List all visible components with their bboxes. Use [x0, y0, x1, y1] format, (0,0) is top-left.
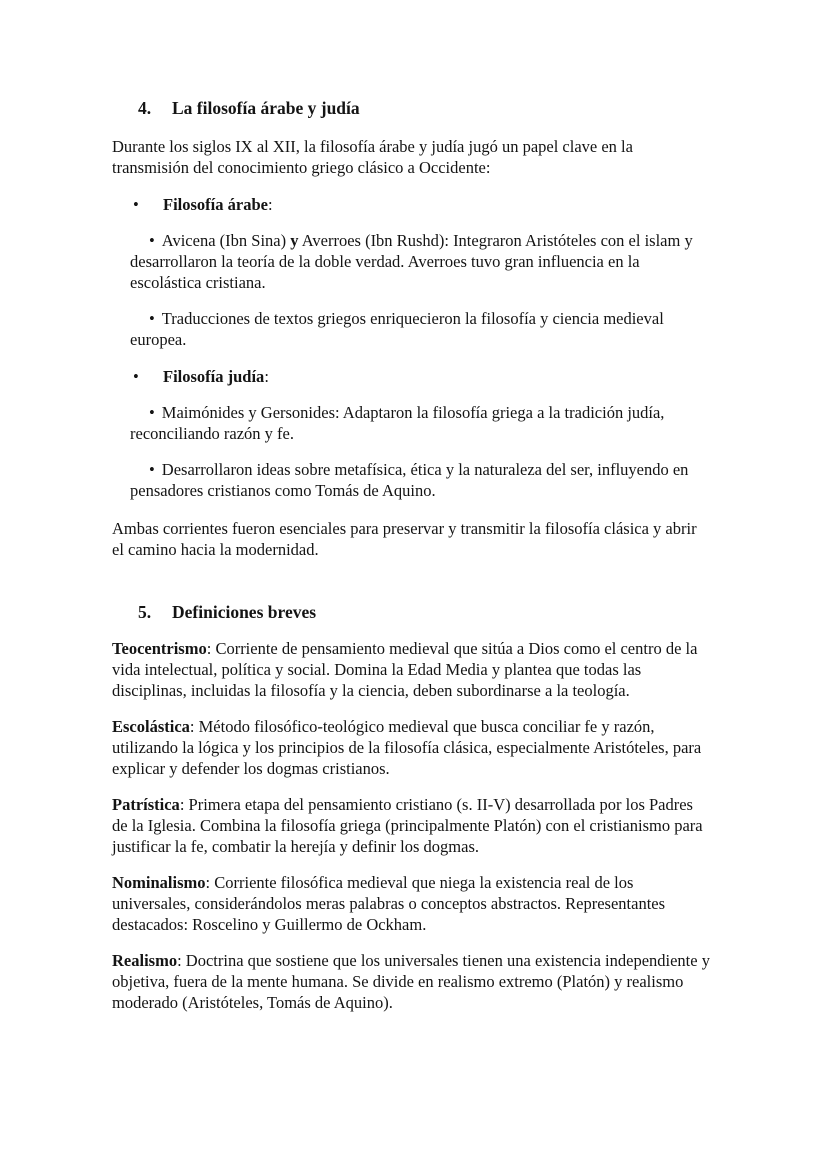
- section-5-title: Definiciones breves: [172, 602, 317, 622]
- definition-separator: :: [179, 795, 189, 814]
- definition-realismo: [112, 950, 712, 1013]
- bullet-filosofia-arabe: [112, 194, 712, 215]
- list-item-text-part1: Avicena (Ibn Sina): [161, 231, 291, 250]
- definition-term: Realismo: [112, 951, 178, 970]
- bullet-label: Filosofía árabe: [163, 195, 268, 214]
- definition-text: Corriente filosófica medieval que niega la existencia real de los universales, considerándolos meras palabras o conceptos abstractos. Representantes destacados: Roscelino y Guillermo de Ockham.: [112, 873, 666, 934]
- bullet-label: Filosofía judía: [163, 367, 265, 386]
- list-item-maimonides-gersonides: [130, 402, 712, 444]
- bullet-marker: •: [133, 195, 139, 214]
- list-item-text: Maimónides y Gersonides: Adaptaron la filosofía griega a la tradición judía, reconciliando razón y fe.: [130, 403, 665, 443]
- definition-nominalismo: [112, 872, 712, 935]
- bullet-label-colon: :: [264, 367, 269, 386]
- list-item-traducciones: [130, 308, 712, 350]
- bullet-marker: •: [149, 231, 155, 250]
- bullet-marker: •: [149, 403, 155, 422]
- bullet-label-colon: :: [267, 195, 273, 214]
- definition-separator: :: [177, 951, 186, 970]
- bullet-filosofia-judia: [112, 366, 712, 387]
- section-4-heading: [112, 97, 712, 119]
- section-5-number: 5.: [138, 602, 152, 622]
- definition-text: Método filosófico-teológico medieval que busca conciliar fe y razón, utilizando la lógica y los principios de la filosofía clásica, especialmente Aristóteles, para explicar y defender los dogmas cristianos.: [112, 717, 702, 778]
- section-arab-jewish-philosophy: [112, 97, 712, 560]
- definition-term: Escolástica: [112, 717, 190, 736]
- list-item-text: Desarrollaron ideas sobre metafísica, ética y la naturaleza del ser, influyendo en pensadores cristianos como Tomás de Aquino.: [130, 460, 689, 500]
- section-4-closing: Ambas corrientes fueron esenciales para preservar y transmitir la filosofía clásica y abrir el camino hacia la modernidad.: [112, 519, 697, 559]
- definition-teocentrismo: [112, 638, 712, 701]
- definition-patristica: [112, 794, 712, 857]
- section-4-intro: Durante los siglos IX al XII, la filosofía árabe y judía jugó un papel clave en la transmisión del conocimiento griego clásico a Occidente:: [112, 137, 633, 177]
- definition-separator: :: [205, 873, 215, 892]
- section-definitions: [112, 601, 712, 1013]
- bullet-marker: •: [149, 460, 155, 479]
- definition-text: Corriente de pensamiento medieval que sitúa a Dios como el centro de la vida intelectual, política y social. Domina la Edad Media y plantea que todas las disciplinas, incluidas la filosofía y la ciencia, deben subordinarse a la teología.: [112, 639, 698, 700]
- definition-text: Primera etapa del pensamiento cristiano (s. II-V) desarrollada por los Padres de la Iglesia. Combina la filosofía griega (principalmente Platón) con el cristianismo para justificar la fe, combatir la herejía y definir los dogmas.: [112, 795, 703, 856]
- list-item-text: Traducciones de textos griegos enriquecieron la filosofía y ciencia medieval europea.: [130, 309, 664, 349]
- bullet-marker: •: [133, 367, 139, 386]
- list-item-avicena-averroes: [130, 230, 712, 293]
- section-4-title: La filosofía árabe y judía: [172, 98, 360, 118]
- section-4-number: 4.: [138, 98, 152, 118]
- definition-term: Patrística: [112, 795, 180, 814]
- definition-term: Nominalismo: [112, 873, 206, 892]
- list-item-text-part2: Averroes (Ibn Rushd): Integraron Aristóteles con el islam y desarrollaron la teoría de la doble verdad. Averroes tuvo gran influencia en la escolástica cristiana.: [130, 231, 693, 292]
- definition-text: Doctrina que sostiene que los universales tienen una existencia independiente y objetiva, fuera de la mente humana. Se divide en realismo extremo (Platón) y realismo moderado (Aristóteles, Tomás de Aquino).: [112, 951, 710, 1012]
- bold-and-word: y: [290, 231, 299, 250]
- definition-separator: :: [189, 717, 199, 736]
- bullet-marker: •: [149, 309, 155, 328]
- list-item-metafisica-etica: [130, 459, 712, 501]
- definition-term: Teocentrismo: [112, 639, 207, 658]
- definition-separator: :: [206, 639, 216, 658]
- definition-escolastica: [112, 716, 712, 779]
- section-5-heading: [112, 601, 712, 623]
